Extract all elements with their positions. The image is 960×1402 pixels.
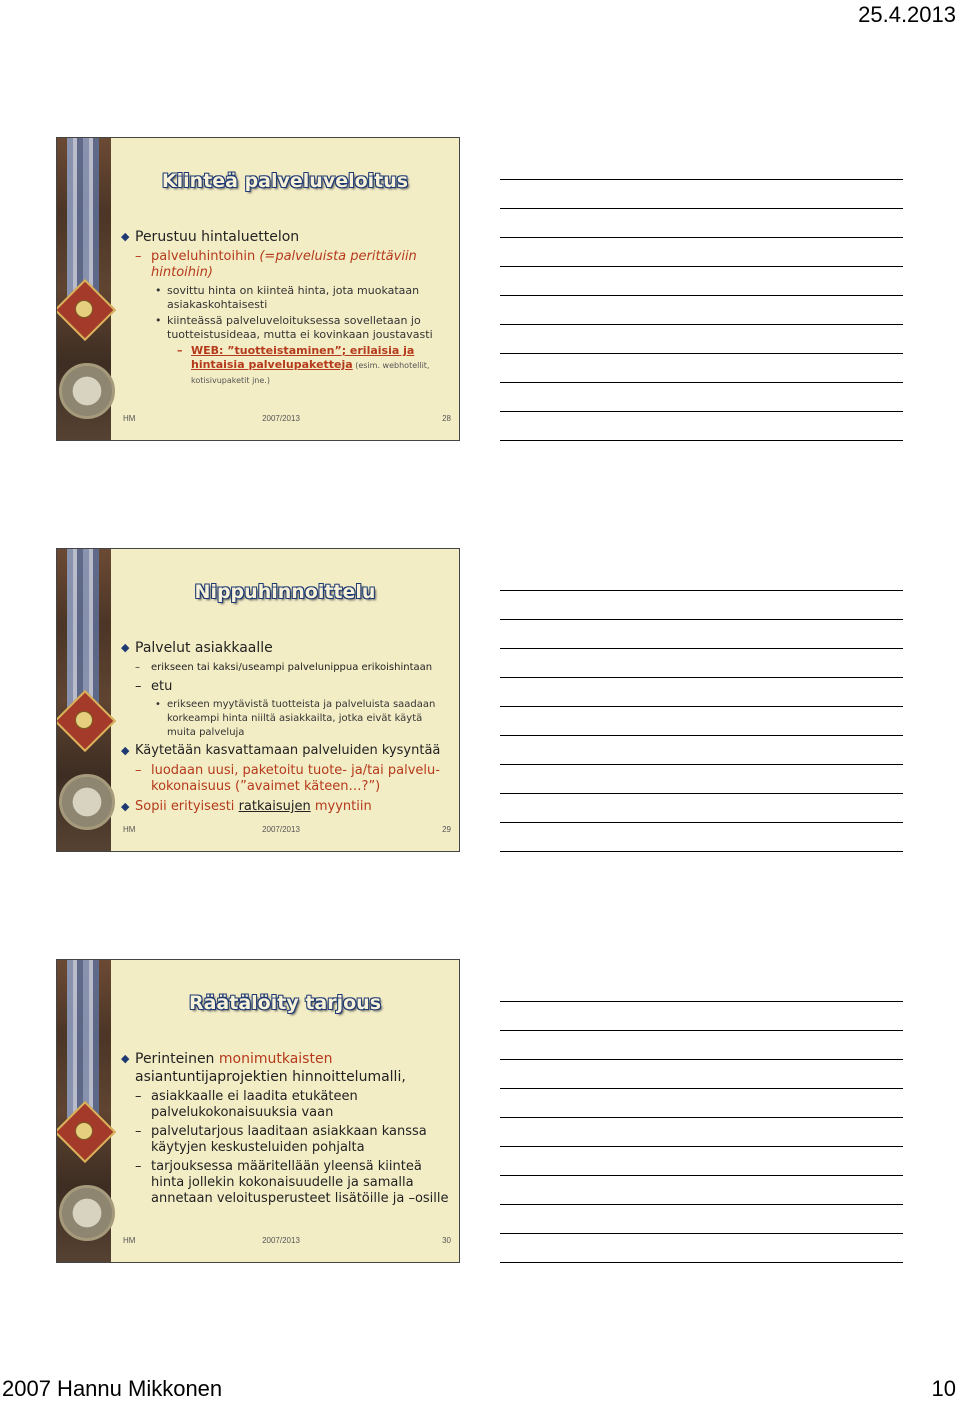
page-date: 25.4.2013 <box>858 2 956 27</box>
note-line <box>500 440 903 441</box>
slide-decoration <box>57 549 111 851</box>
note-line <box>500 1001 903 1002</box>
note-line <box>500 677 903 678</box>
slide-29 <box>56 548 460 852</box>
note-line <box>500 1175 903 1176</box>
note-line <box>500 266 903 267</box>
list-item: – erikseen tai kaksi/useampi palvelunippua erikoishintaan <box>135 662 433 673</box>
note-line <box>500 793 903 794</box>
note-line <box>500 237 903 238</box>
list-item: • erikseen myytävistä tuotteista ja palveluista saadaan korkeampi hinta niiltä asiakkailta, jotka eivät käytä muita palveluja <box>155 699 436 738</box>
medal-center-icon <box>75 711 93 729</box>
note-line <box>500 706 903 707</box>
note-line <box>500 1204 903 1205</box>
note-line <box>500 822 903 823</box>
note-line <box>500 1146 903 1147</box>
slide-decoration <box>57 960 111 1262</box>
slide-28 <box>56 137 460 441</box>
note-line <box>500 1117 903 1118</box>
note-line <box>500 1233 903 1234</box>
list-item: ◆ Käytetään kasvattamaan palveluiden kysyntää <box>121 743 441 758</box>
note-line <box>500 648 903 649</box>
list-item: • sovittu hinta on kiinteä hinta, jota muokataan asiakaskohtaisesti <box>155 284 420 311</box>
note-line <box>500 1059 903 1060</box>
ribbon-image <box>67 960 99 1120</box>
note-line <box>500 179 903 180</box>
compass-icon <box>59 774 115 830</box>
note-line <box>500 1088 903 1089</box>
note-line <box>500 619 903 620</box>
slide-title: Räätälöity tarjous <box>188 992 381 1014</box>
slide-footer: HM 2007/2013 30 <box>123 1236 451 1245</box>
diamond-bullet-icon: ◆ <box>121 800 130 813</box>
list-item: ◆ Perustuu hintaluettelon <box>121 229 300 245</box>
diamond-bullet-icon: ◆ <box>121 1052 130 1065</box>
diamond-bullet-icon: ◆ <box>121 230 130 243</box>
diamond-bullet-icon: ◆ <box>121 641 130 654</box>
slide-title: Kiinteä palveluveloitus <box>161 170 409 192</box>
slide-footer: HM 2007/2013 28 <box>123 414 451 423</box>
compass-icon <box>59 363 115 419</box>
author-footer: 2007 Hannu Mikkonen <box>2 1376 223 1401</box>
compass-icon <box>59 1185 115 1241</box>
note-line <box>500 382 903 383</box>
slide-30 <box>56 959 460 1263</box>
note-line <box>500 295 903 296</box>
note-line <box>500 735 903 736</box>
diamond-bullet-icon: ◆ <box>121 744 130 757</box>
list-item: ◆ Perinteinen monimutkaisten asiantuntijaprojektien hinnoittelumalli, <box>121 1051 406 1085</box>
note-line <box>500 764 903 765</box>
note-line <box>500 353 903 354</box>
ribbon-image <box>67 549 99 709</box>
note-line <box>500 1030 903 1031</box>
list-item: ◆ Palvelut asiakkaalle <box>121 640 273 656</box>
note-line <box>500 590 903 591</box>
list-item: – luodaan uusi, paketoitu tuote- ja/tai palvelu-kokonaisuus (”avaimet käteen…?”) <box>135 763 440 794</box>
slide-decoration <box>57 138 111 440</box>
list-item: – tarjouksessa määritellään yleensä kiinteä hinta jollekin kokonaisuudelle ja samalla annetaan veloitusperusteet lisätöille ja –osille <box>135 1159 449 1206</box>
note-line <box>500 1262 903 1263</box>
slide-footer: HM 2007/2013 29 <box>123 825 451 834</box>
list-item: – etu <box>135 679 173 694</box>
ribbon-image <box>67 138 99 298</box>
list-item: – asiakkaalle ei laadita etukäteen palvelukokonaisuuksia vaan <box>135 1089 358 1120</box>
list-item: • kiinteässä palveluveloituksessa sovelletaan jo tuotteistusideaa, mutta ei kovinkaan joustavasti <box>155 314 433 341</box>
note-line <box>500 411 903 412</box>
page-number: 10 <box>931 1376 956 1401</box>
list-item: ◆ Sopii erityisesti ratkaisujen myyntiin <box>121 799 372 814</box>
medal-center-icon <box>75 1122 93 1140</box>
slide-title: Nippuhinnoittelu <box>194 581 376 603</box>
note-line <box>500 208 903 209</box>
note-line <box>500 851 903 852</box>
list-item: – WEB: ”tuotteistaminen”; erilaisia ja hintaisia palvelupaketteja (esim. webhotellit, kotisivupaketit jne.) <box>177 344 430 385</box>
medal-center-icon <box>75 300 93 318</box>
list-item: – palveluhintoihin (=palveluista perittäviin hintoihin) <box>135 249 417 280</box>
list-item: – palvelutarjous laaditaan asiakkaan kanssa käytyjen keskusteluiden pohjalta <box>135 1124 427 1155</box>
note-line <box>500 324 903 325</box>
